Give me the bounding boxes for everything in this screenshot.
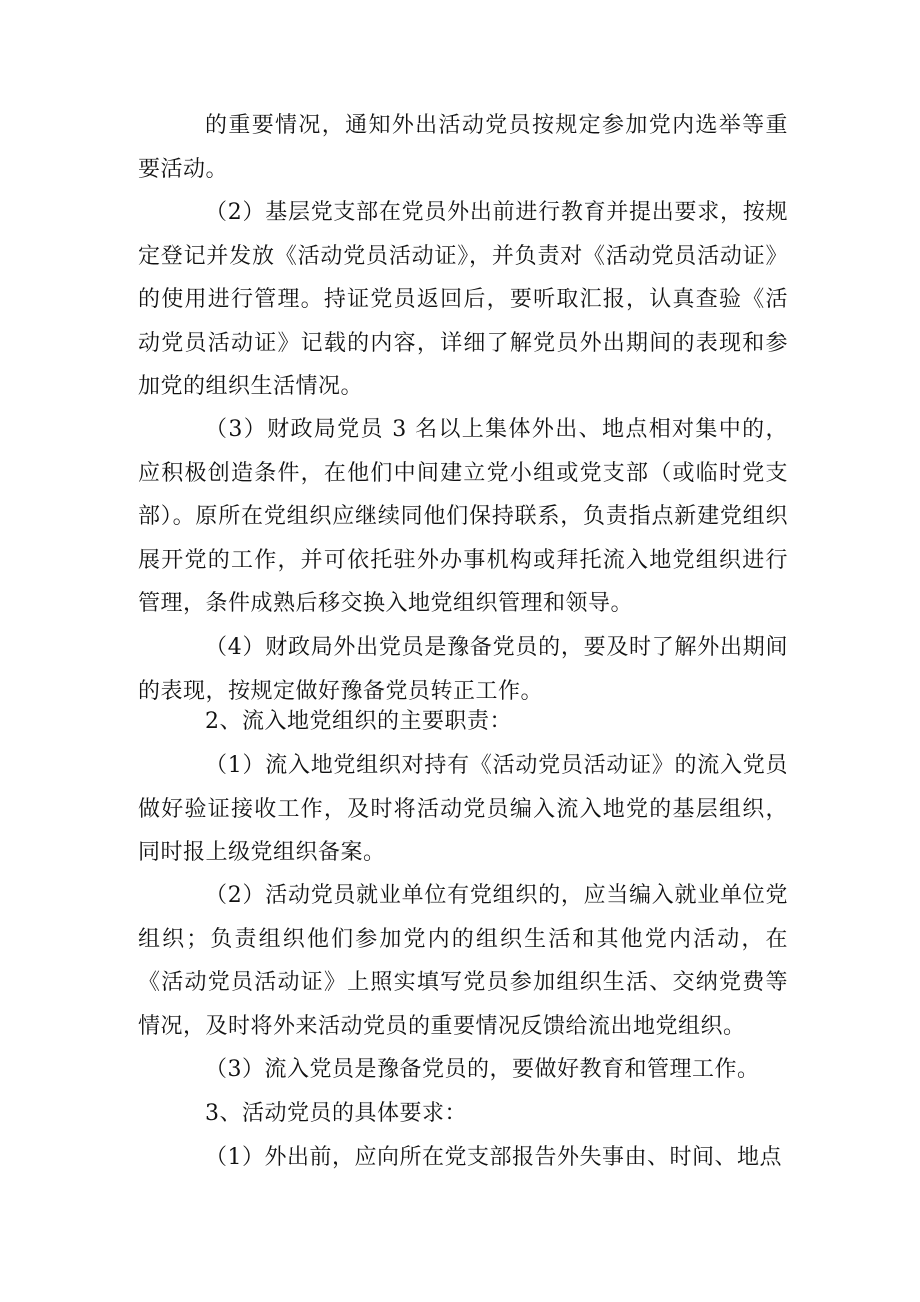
- paragraph-1-2: （2）基层党支部在党员外出前进行教育并提出要求，按规定登记并发放《活动党员活动证》，并负责对《活动党员活动证》的使用进行管理。持证党员返回后，要听取汇报，认真查验《活动党员活动证》记载的内容，详细了解党员外出期间的表现和参加党的组织生活情况。: [138, 200, 788, 399]
- paragraph-1-3: （3）财政局党员 3 名以上集体外出、地点相对集中的，应积极创造条件，在他们中间建立党小组或党支部（或临时党支部）。原所在党组织应继续同他们保持联系，负责指点新建党组织展开党的工作，并可依托驻外办事机构或拜托流入地党组织进行管理，条件成熟后移交换入地党组织管理和领导。: [138, 417, 788, 616]
- paragraph-2-1: （1）流入地党组织对持有《活动党员活动证》的流入党员做好验证接收工作，及时将活动党员编入流入地党的基层组织，同时报上级党组织备案。: [138, 753, 788, 865]
- paragraph-continuation: 的重要情况，通知外出活动党员按规定参加党内选举等重要活动。: [138, 113, 788, 182]
- paragraph-1-4: （4）财政局外出党员是豫备党员的，要及时了解外出期间的表现，按规定做好豫备党员转正工作。: [138, 635, 788, 704]
- paragraph-2-2: （2）活动党员就业单位有党组织的，应当编入就业单位党组织；负责组织他们参加党内的组织生活和其他党内活动，在《活动党员活动证》上照实填写党员参加组织生活、交纳党费等情况，及时将外来活动党员的重要情况反馈给流出地党组织。: [138, 883, 788, 1039]
- paragraph-3-1: （1）外出前，应向所在党支部报告外失事由、时间、地点: [205, 1145, 782, 1170]
- paragraph-2-3: （3）流入党员是豫备党员的，要做好教育和管理工作。: [205, 1057, 760, 1082]
- section-heading-2: 2、流入地党组织的主要职责：: [205, 709, 512, 734]
- section-heading-3: 3、活动党员的具体要求：: [205, 1101, 467, 1126]
